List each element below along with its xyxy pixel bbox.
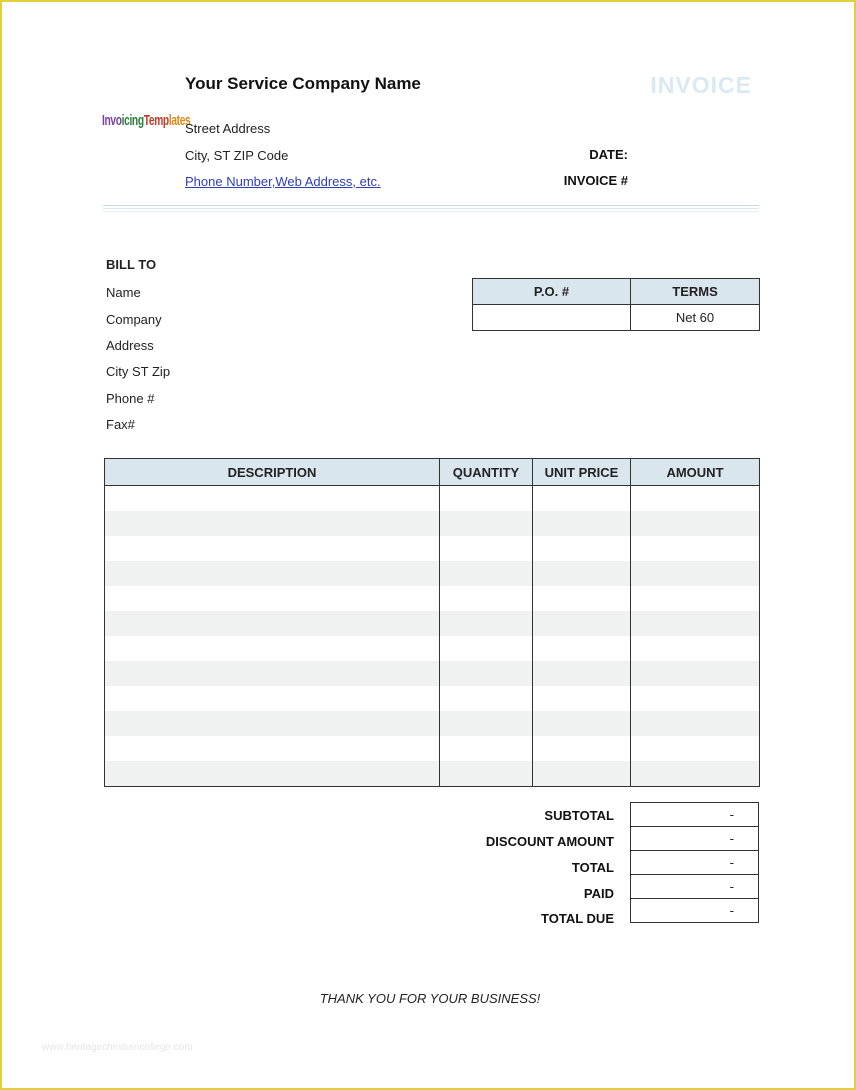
thank-you-note: THANK YOU FOR YOUR BUSINESS!	[319, 991, 541, 1006]
cell-description[interactable]	[105, 711, 440, 736]
col-description: DESCRIPTION	[105, 459, 440, 486]
cell-unit-price[interactable]	[533, 586, 631, 611]
bill-to-name: Name	[106, 285, 141, 300]
bill-to-company: Company	[106, 312, 162, 327]
total-label: TOTAL	[571, 860, 614, 875]
table-row	[105, 486, 760, 512]
cell-description[interactable]	[105, 536, 440, 561]
cell-description[interactable]	[105, 661, 440, 686]
company-logo: InvoicingTemplates	[102, 112, 191, 129]
table-row	[105, 511, 760, 536]
cell-quantity[interactable]	[440, 586, 533, 611]
street-address: Street Address	[185, 121, 271, 136]
bill-to-city: City ST Zip	[106, 364, 171, 379]
total-due-label: TOTAL DUE	[541, 911, 614, 926]
cell-description[interactable]	[105, 561, 440, 586]
cell-unit-price[interactable]	[533, 561, 631, 586]
cell-quantity[interactable]	[440, 486, 533, 512]
table-row	[105, 586, 760, 611]
cell-quantity[interactable]	[440, 636, 533, 661]
cell-amount[interactable]	[631, 611, 760, 636]
cell-amount[interactable]	[631, 761, 760, 787]
table-row	[105, 711, 760, 736]
cell-amount[interactable]	[631, 686, 760, 711]
table-row	[105, 636, 760, 661]
paid-label: PAID	[583, 886, 614, 901]
cell-unit-price[interactable]	[533, 611, 631, 636]
table-row	[105, 536, 760, 561]
header-divider-2	[103, 208, 759, 209]
line-items-table	[104, 458, 760, 787]
cell-quantity[interactable]	[440, 711, 533, 736]
cell-unit-price[interactable]	[533, 686, 631, 711]
cell-amount[interactable]	[631, 486, 760, 512]
cell-unit-price[interactable]	[533, 736, 631, 761]
terms-header: TERMS	[631, 279, 760, 305]
cell-unit-price[interactable]	[533, 511, 631, 536]
subtotal-value[interactable]: -	[631, 803, 759, 827]
line-items-body	[105, 486, 760, 787]
col-quantity: QUANTITY	[440, 459, 533, 486]
cell-unit-price[interactable]	[533, 661, 631, 686]
table-row	[105, 736, 760, 761]
cell-description[interactable]	[105, 636, 440, 661]
cell-quantity[interactable]	[440, 511, 533, 536]
cell-unit-price[interactable]	[533, 636, 631, 661]
cell-quantity[interactable]	[440, 561, 533, 586]
po-header: P.O. #	[473, 279, 631, 305]
col-unit-price: UNIT PRICE	[533, 459, 631, 486]
totals-table	[630, 802, 759, 923]
table-row	[105, 761, 760, 787]
discount-value[interactable]: -	[631, 827, 759, 851]
table-row	[105, 561, 760, 586]
cell-amount[interactable]	[631, 536, 760, 561]
total-value[interactable]: -	[631, 851, 759, 875]
cell-unit-price[interactable]	[533, 486, 631, 512]
cell-unit-price[interactable]	[533, 536, 631, 561]
discount-label: DISCOUNT AMOUNT	[485, 834, 614, 849]
cell-amount[interactable]	[631, 586, 760, 611]
paid-value[interactable]: -	[631, 875, 759, 899]
cell-quantity[interactable]	[440, 536, 533, 561]
bill-to-heading: BILL TO	[106, 257, 157, 272]
cell-amount[interactable]	[631, 661, 760, 686]
cell-amount[interactable]	[631, 561, 760, 586]
contact-link[interactable]: Phone Number,Web Address, etc.	[185, 174, 381, 189]
header-divider-3	[103, 211, 759, 212]
cell-description[interactable]	[105, 686, 440, 711]
cell-description[interactable]	[105, 586, 440, 611]
city-state-zip: City, ST ZIP Code	[185, 148, 289, 163]
cell-amount[interactable]	[631, 736, 760, 761]
date-label: DATE:	[589, 147, 628, 162]
cell-description[interactable]	[105, 611, 440, 636]
total-due-value[interactable]: -	[631, 899, 759, 923]
table-row	[105, 661, 760, 686]
cell-description[interactable]	[105, 736, 440, 761]
terms-value[interactable]: Net 60	[631, 305, 760, 331]
col-amount: AMOUNT	[631, 459, 760, 486]
bill-to-fax: Fax#	[106, 417, 135, 432]
watermark: www.heritagechristiancollege.com	[42, 1042, 193, 1053]
cell-quantity[interactable]	[440, 661, 533, 686]
bill-to-address: Address	[106, 338, 154, 353]
table-row	[105, 686, 760, 711]
cell-quantity[interactable]	[440, 736, 533, 761]
cell-description[interactable]	[105, 486, 440, 512]
cell-description[interactable]	[105, 511, 440, 536]
cell-amount[interactable]	[631, 511, 760, 536]
company-name: Your Service Company Name	[185, 74, 421, 93]
table-row	[105, 611, 760, 636]
cell-unit-price[interactable]	[533, 711, 631, 736]
bill-to-phone: Phone #	[106, 391, 155, 406]
cell-amount[interactable]	[631, 636, 760, 661]
cell-quantity[interactable]	[440, 611, 533, 636]
cell-unit-price[interactable]	[533, 761, 631, 787]
subtotal-label: SUBTOTAL	[544, 808, 614, 823]
cell-amount[interactable]	[631, 711, 760, 736]
header-divider	[103, 205, 759, 206]
invoice-title: INVOICE	[650, 72, 752, 98]
po-value[interactable]	[473, 305, 631, 331]
cell-quantity[interactable]	[440, 761, 533, 787]
cell-quantity[interactable]	[440, 686, 533, 711]
cell-description[interactable]	[105, 761, 440, 787]
po-terms-table	[472, 278, 760, 331]
invoice-number-label: INVOICE #	[563, 173, 628, 188]
